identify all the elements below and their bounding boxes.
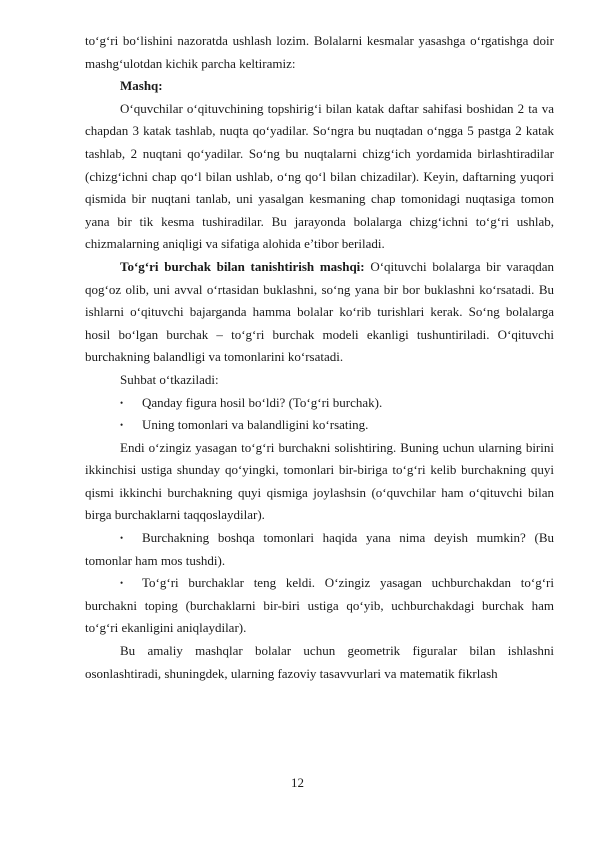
bullet-icon: • xyxy=(120,533,124,544)
paragraph-continuation: to‘g‘ri bo‘lishini nazoratda ushlash lozim. Bolalarni kesmalar yasashga o‘rgatishga doir mashg‘ulotdan kichik parcha keltiramiz: xyxy=(85,33,554,71)
paragraph-conclusion: Bu amaliy mashqlar bolalar uchun geometrik figuralar bilan ishlashni osonlashtiradi, shuningdek, ularning fazoviy tasavvurlari va matematik fikrlash xyxy=(85,643,554,681)
bullet-text-3: Burchakning boshqa tomonlari haqida yana nima deyish mumkin? (Bu tomonlar ham mos tushdi). xyxy=(85,530,554,568)
right-angle-heading: To‘g‘ri burchak bilan tanishtirish mashqi: xyxy=(120,258,365,274)
right-angle-text: O‘qituvchi bolalarga bir varaqdan qog‘oz olib, uni avval o‘rtasidan buklashni, so‘ng yana bir bor buklashni ko‘rsatadi. Bu ishlarni o‘qituvchi bajarganda hamma bolalar ko‘rib turishlari kerak. So‘ng bolalarga hosil bo‘lgan burchak – to‘g‘ri burchak modeli ekanligi tushuntiriladi. O‘qituvchi burchakning balandligi va tomonlarini ko‘rsatadi. xyxy=(85,258,554,365)
paragraph-right-angle xyxy=(85,256,554,369)
document-page xyxy=(85,30,554,685)
exercise-heading xyxy=(85,75,554,98)
bullet-text-1: Qanday figura hosil bo‘ldi? (To‘g‘ri burchak). xyxy=(142,394,383,410)
bullet-item-3 xyxy=(85,527,554,572)
bullet-icon: • xyxy=(120,397,124,408)
bullet-item-2 xyxy=(85,414,554,437)
page-number: 12 xyxy=(291,775,304,790)
bullet-text-2: Uning tomonlari va balandligini ko‘rsating. xyxy=(142,417,369,433)
bullet-text-4: To‘g‘ri burchaklar teng keldi. O‘zingiz yasagan uchburchakdan to‘g‘ri burchakni toping (burchaklarni bir-biri ustiga qo‘yib, uchburchakdagi burchak ham to‘g‘ri ekanligini aniqlaydilar). xyxy=(85,575,554,636)
bullet-item-1 xyxy=(85,392,554,415)
paragraph-compare: Endi o‘zingiz yasagan to‘g‘ri burchakni solishtiring. Buning uchun ularning birini ikkinchisi ustiga shunday qo‘yingki, tomonlari bir-biriga to‘g‘ri kelib burchakning quyi qismi ikkinchi burchakning quyi qismiga joylashsin (o‘quvchilar ham o‘qituvchi bilan birga burchaklarni taqqoslaydilar). xyxy=(85,439,554,523)
paragraph-conversation: Suhbat o‘tkaziladi: xyxy=(120,371,219,387)
exercise-heading-text: Mashq: xyxy=(120,78,163,94)
bullet-icon: • xyxy=(120,420,124,431)
bullet-item-4 xyxy=(85,572,554,640)
bullet-icon: • xyxy=(120,578,124,589)
paragraph-exercise: O‘quvchilar o‘qituvchining topshirig‘i bilan katak daftar sahifasi boshidan 2 ta va chapdan 3 katak tashlab, nuqta qo‘yadilar. So‘ngra bu nuqtadan o‘ngga 5 pastga 2 katak tashlab, 2 nuqtani qo‘yadilar. So‘ng bu nuqtalarni chizg‘ich yordamida birlashtiradilar (chizg‘ichni chap qo‘l bilan ushlab, o‘ng qo‘l bilan chizadilar). Keyin, daftarning yuqori qismida bir nuqtani tanlab, uni yasalgan kesmaning chap tomonidagi nuqtasiga tomon yana bir tik kesma tushiradilar. Bu jarayonda bolalarga chizg‘ichni to‘g‘ri ushlab, chizmalarning aniqligi va sifatiga alohida e’tibor beriladi. xyxy=(85,100,554,252)
